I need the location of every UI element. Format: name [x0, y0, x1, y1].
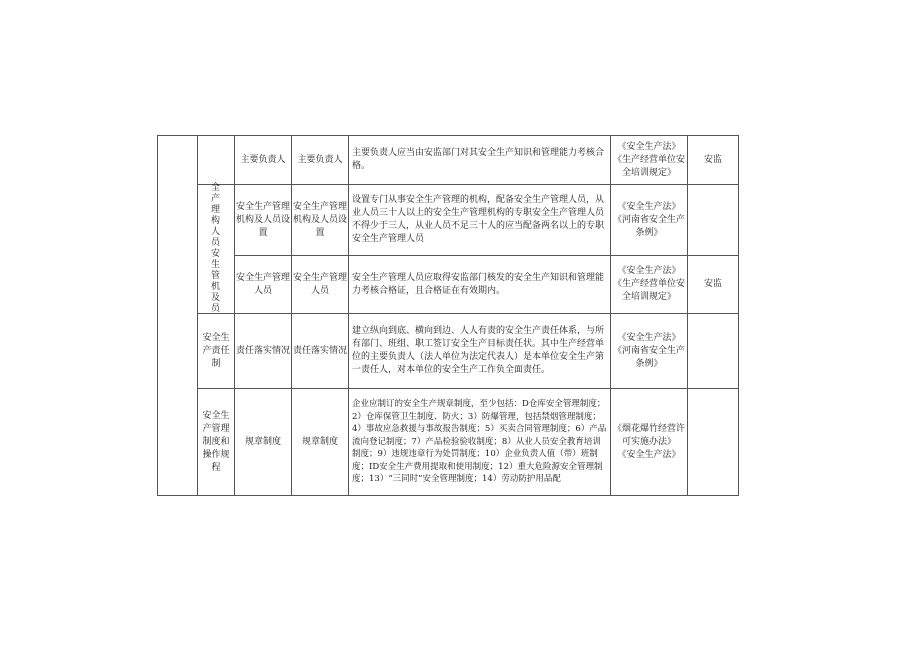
- requirement-cell: [349, 185, 610, 255]
- requirement-text: 主要负责人应当由安监部门对其安全生产知识和管理能力考核合格。: [352, 148, 605, 171]
- dept-label: 安监: [703, 154, 722, 165]
- category-cell: [198, 314, 234, 388]
- basis-cell: [611, 256, 687, 313]
- content-cell: [292, 314, 348, 388]
- content-cell: [292, 389, 348, 495]
- requirement-cell: [349, 256, 610, 313]
- item-cell: [235, 389, 291, 495]
- item-label: 主要负责人: [240, 154, 286, 165]
- requirement-cell: [349, 314, 610, 388]
- basis-text: 《安全生产法》 《河南省安全生产条例》: [612, 332, 685, 369]
- dept-label: 安监: [703, 279, 722, 289]
- column-divider: [687, 135, 688, 496]
- item-label: 责任落实情况: [235, 345, 290, 356]
- table-border-right: [738, 135, 739, 496]
- regulation-table: [157, 135, 739, 496]
- basis-cell: [611, 185, 687, 255]
- category-label: 安全生产管理制度和操作规程: [202, 410, 230, 473]
- basis-text: 《安全生产法》 《生产经营单位安全培训规定》: [612, 141, 685, 178]
- basis-cell: [611, 389, 687, 495]
- content-label: 规章制度: [301, 436, 338, 447]
- category-label: 全产理构人员安生管机及员: [210, 182, 220, 314]
- item-cell: [235, 314, 291, 388]
- basis-text: 《安全生产法》 《生产经营单位安全培训规定》: [612, 266, 685, 302]
- table-border-left: [157, 135, 158, 496]
- requirement-cell: [349, 389, 610, 495]
- content-cell: [292, 185, 348, 255]
- content-label: 责任落实情况: [292, 345, 347, 356]
- content-label: 主要负责人: [297, 154, 343, 165]
- requirement-text: 建立纵向到底、横向到边、人人有责的安全生产责任体系，与所有部门、班组、职工签订安全生产目标责任状。其中生产经营单位的主要负责人（法人单位为法定代表人）是本单位安全生产第一责任人，对本单位的安全生产工作负全面责任。: [352, 326, 605, 375]
- requirement-text: 设置专门从事安全生产管理的机构，配备安全生产管理人员，从业人员三十人以上的安全生产管理机构的专职安全生产管理人员不得少于三人，从业人员不足三十人的应当配备两名以上的专职安全生产管理人员: [352, 195, 605, 244]
- dept-cell: [688, 256, 738, 313]
- dept-cell: [688, 136, 738, 184]
- content-label: 安全生产管理机构及人员设置: [292, 201, 347, 238]
- basis-text: 《安全生产法》 《河南省安全生产条例》: [612, 201, 685, 238]
- basis-text: 《烟花爆竹经营许可实施办法》 《安全生产法》: [612, 423, 685, 460]
- item-cell: [235, 136, 291, 184]
- category-cell: [197, 184, 234, 313]
- requirement-text: 企业应制订的安全生产规章制度，至少包括：D仓库安全管理制度；2）仓库保管卫生制度、防火；3）防爆管理，包括禁烟管理制度；4）事故应急救援与事故报告制度；5）买卖合同管理制度；6）产品流向登记制度；7）产品检验验收制度；8）从业人员安全教育培训制度；9）违规违章行为处罚制度；10）企业负责人值（带）班制度；ID安全生产费用提取和使用制度；12）重大危险源安全管理制度；13）“三同时”安全管理制度；14）劳动防护用品配: [352, 399, 607, 485]
- content-cell: [292, 136, 348, 184]
- requirement-cell: [349, 136, 610, 184]
- basis-cell: [611, 314, 687, 388]
- table-border-bottom: [157, 495, 739, 496]
- basis-cell: [611, 136, 687, 184]
- requirement-text: 安全生产管理人员应取得安监部门核发的安全生产知识和管理能力考核合格证，且合格证在有效期内。: [352, 272, 605, 296]
- category-cell: [198, 389, 234, 495]
- item-cell: [235, 256, 291, 313]
- content-cell: [292, 256, 348, 313]
- item-label: 规章制度: [244, 436, 281, 447]
- content-label: 安全生产管理人员: [292, 272, 347, 296]
- item-cell: [235, 185, 291, 255]
- category-label: 安全生产责任制: [202, 332, 230, 369]
- item-label: 安全生产管理人员: [235, 272, 290, 296]
- item-label: 安全生产管理机构及人员设置: [235, 201, 290, 238]
